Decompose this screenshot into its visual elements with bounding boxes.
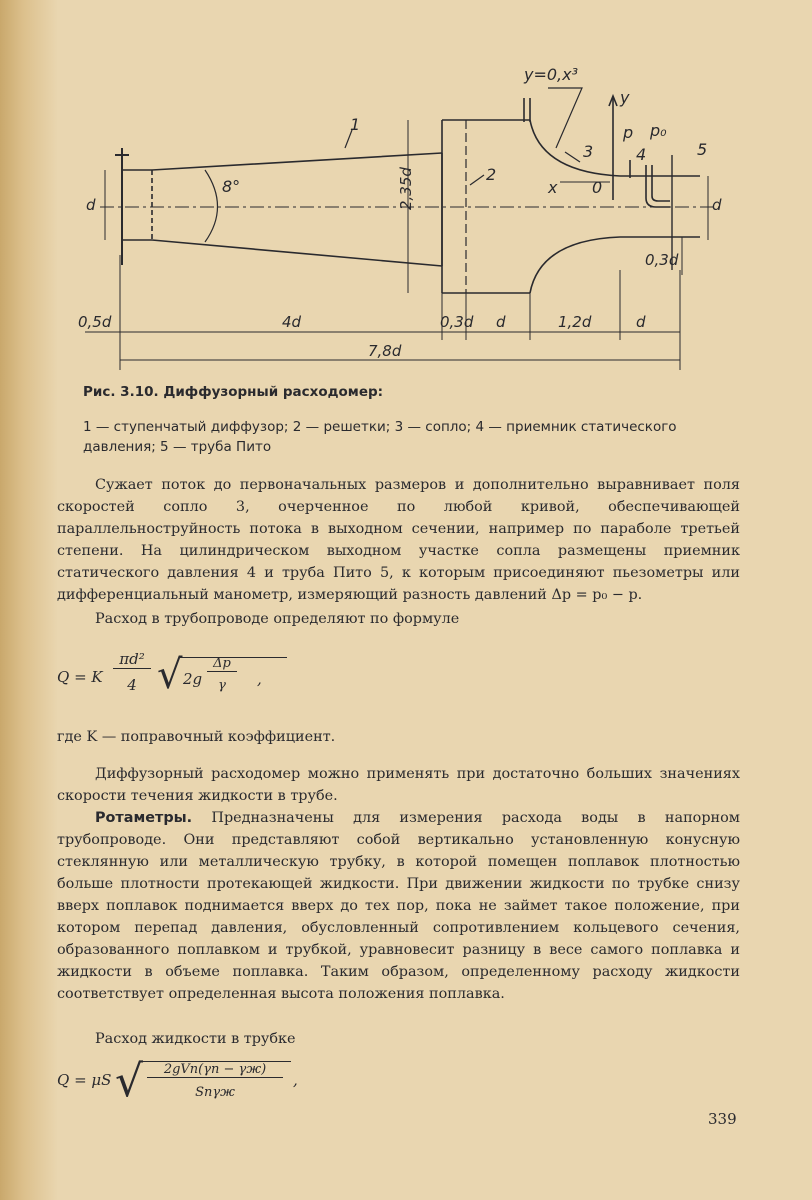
paragraph-5 bbox=[57, 807, 740, 1005]
dim-4d: 4d bbox=[282, 313, 302, 331]
d-right-label: d bbox=[712, 196, 722, 214]
dim-03d-right-label: 0,3d bbox=[645, 251, 679, 269]
part-5-label: 5 bbox=[697, 140, 708, 159]
dim-12d: 1,2d bbox=[558, 313, 592, 331]
dim-78d: 7,8d bbox=[368, 342, 402, 360]
dim-d1: d bbox=[496, 313, 506, 331]
dim-05d: 0,5d bbox=[78, 313, 112, 331]
x-axis-label: x bbox=[548, 178, 558, 197]
rotameters-heading: Ротаметры. bbox=[95, 810, 193, 826]
paragraph-4: Диффузорный расходомер можно применять при достаточно больших значениях скорости течения жидкости в трубе. bbox=[57, 766, 740, 804]
y-axis-label: y bbox=[620, 88, 630, 107]
p-label: p bbox=[623, 123, 634, 142]
part-2-label: 2 bbox=[486, 165, 497, 184]
part-3-label: 3 bbox=[583, 142, 594, 161]
paragraph-6: Расход жидкости в трубке bbox=[95, 1031, 296, 1047]
curve-equation-label: y=0,x³ bbox=[524, 65, 579, 84]
d-left-label: d bbox=[86, 196, 96, 214]
part-1-label: 1 bbox=[350, 115, 361, 134]
nozzle-curve-bottom bbox=[530, 237, 620, 293]
paragraph-2: Расход в трубопроводе определяют по формуле bbox=[95, 611, 460, 627]
p0-label: p₀ bbox=[650, 121, 667, 140]
dim-d2: d bbox=[636, 313, 646, 331]
paragraph-1: Сужает поток до первоначальных размеров и дополнительно выравнивает поля скоростей сопло 3, очерченное по любой кривой, обеспечивающей параллельноструйность потока в выходном сечении, например по параболе третьей степени. На цилиндрическом выходном участке сопла размещены приемник статического давления 4 и труба Пито 5, к которым присоединяют пьезометры или дифференциальный манометр, измеряющий разность давлений Δp = p₀ − p. bbox=[57, 477, 740, 603]
part-4-label: 4 bbox=[636, 145, 647, 164]
diffuser-flowmeter-diagram bbox=[0, 0, 812, 380]
dim-235d-label: 2,35d bbox=[397, 167, 415, 210]
nozzle-curve-top bbox=[530, 120, 620, 176]
figure-caption-title: Рис. 3.10. Диффузорный расходомер: bbox=[83, 384, 384, 400]
formula-1: Q = K πd² 4 √ 2g Δp γ , bbox=[57, 650, 317, 706]
paragraph-5-body: Предназначены для измерения расхода воды в напорном трубопроводе. Они представляют собой вертикально установленную конусную стеклянную или металлическую трубку, в которой помещен поплавок плотностью больше плотности протекающей жидкости. При движении жидкости по трубке снизу вверх поплавок поднимается вверх до тех пор, пока не займет такое положение, при котором перепад давления, обусловленный сопротивлением кольцевого сечения, образованного поплавком и трубкой, уравновесит разницу в весе самого поплавка и жидкости в объеме поплавка. Таким образом, определенному расходу жидкости соответствует определенная высота положения поплавка. bbox=[57, 810, 740, 1002]
origin-label: 0 bbox=[592, 178, 603, 197]
paragraph-3: где K — поправочный коэффициент. bbox=[57, 729, 336, 745]
dim-03d: 0,3d bbox=[440, 313, 474, 331]
angle-label: 8° bbox=[222, 177, 241, 196]
page-number: 339 bbox=[708, 1110, 737, 1128]
formula-2: Q = μS √ 2gVп(γп − γж) Sпγж , bbox=[57, 1056, 298, 1107]
figure-legend: 1 — ступенчатый диффузор; 2 — решетки; 3 — сопло; 4 — приемник статического давления; 5 — труба Пито bbox=[83, 419, 677, 455]
